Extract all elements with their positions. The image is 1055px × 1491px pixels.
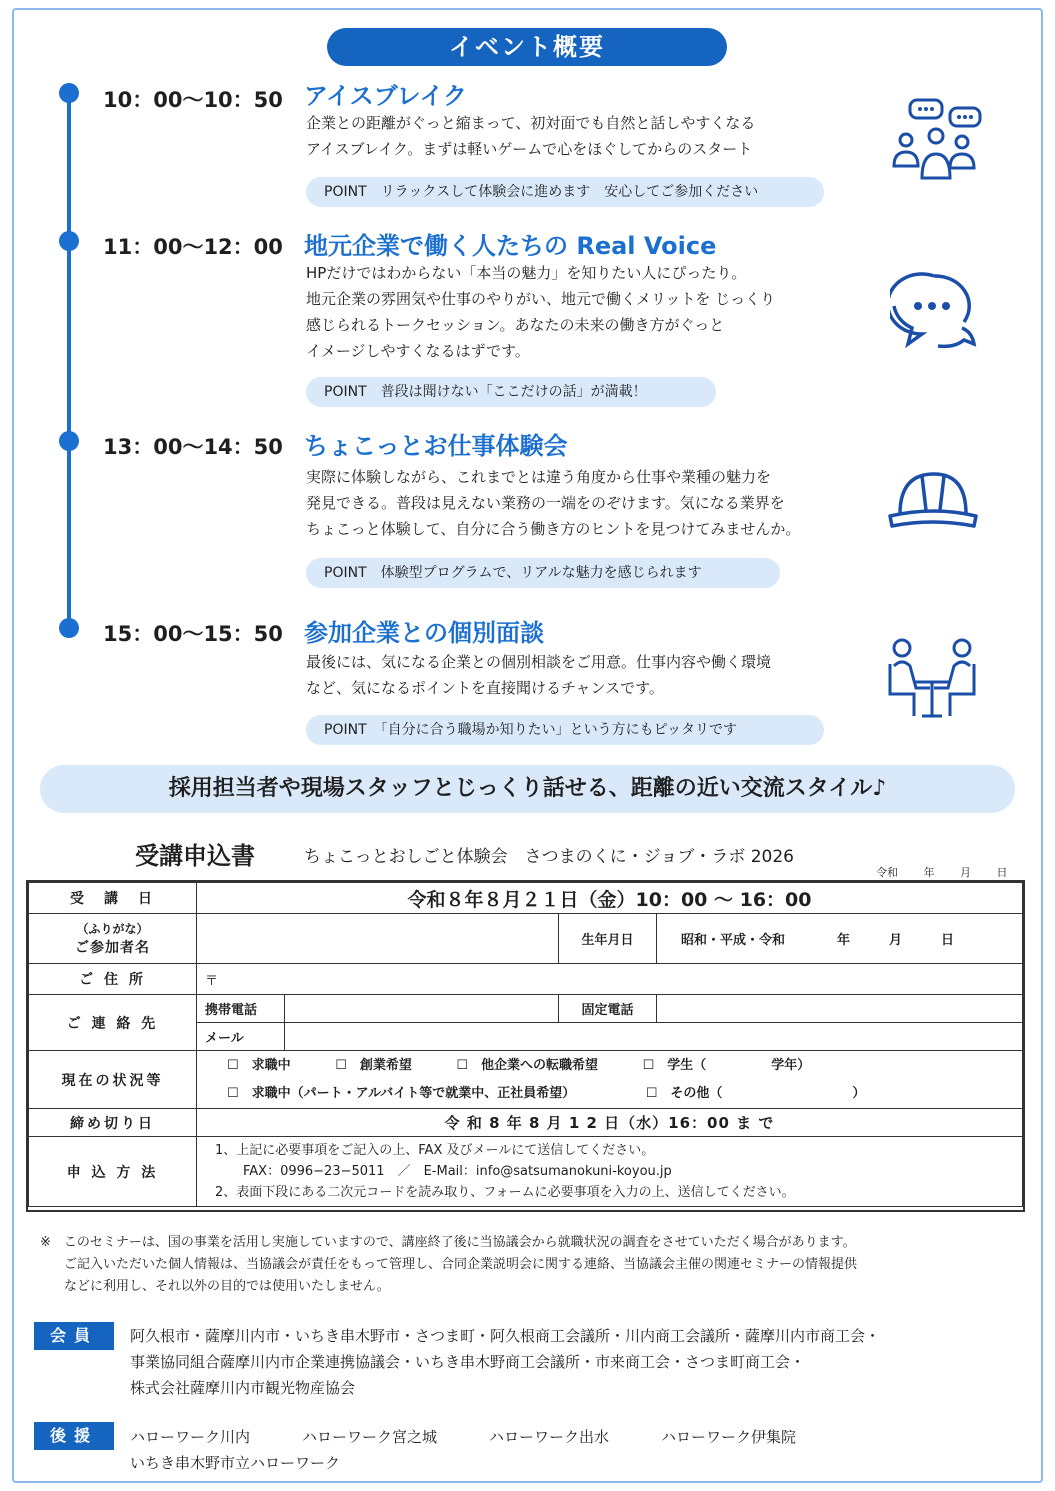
event-time: 15：00〜15：50 xyxy=(103,622,283,646)
status-option[interactable]: ☐ 他企業への転職希望 xyxy=(456,1057,599,1073)
event-description: 企業との距離がぐっと縮まって、初対面でも自然と話しやすくなる アイスブレイク。まずは軽いゲームで心をほぐしてからのスタート xyxy=(306,114,756,158)
landline-label: 固定電話 xyxy=(559,995,657,1023)
group-chat-icon xyxy=(888,96,984,186)
timeline-dot xyxy=(59,618,79,638)
event-time: 10：00〜10：50 xyxy=(103,88,283,112)
event-point: POINT 普段は聞けない「ここだけの話」が満載！ xyxy=(306,377,716,407)
support-tag: 後援 xyxy=(34,1422,114,1450)
birth-field[interactable]: 昭和・平成・令和 年 月 日 xyxy=(657,914,1023,964)
members-tag: 会員 xyxy=(34,1322,114,1350)
interview-icon xyxy=(884,636,980,720)
event-title: ちょこっとお仕事体験会 xyxy=(304,432,568,460)
status-option[interactable]: ☐ 学生（ 学年） xyxy=(642,1057,811,1073)
address-field[interactable]: 〒 xyxy=(197,964,1023,995)
address-label: ご 住 所 xyxy=(29,964,197,995)
date-label: 受 講 日 xyxy=(29,883,197,914)
method-value: 1、上記に必要事項をご記入の上、FAX 及びメールにて送信してください。 FAX：0996−23−5011 ／ E-Mail：info@satsumanokuni-koyou.jp 2、表面下段にある二次元コードを読み取り、フォームに必要事項を入力の上、送信してください。 xyxy=(197,1137,1023,1207)
status-option[interactable]: ☐ 創業希望 xyxy=(335,1057,412,1073)
event-description: 実際に体験しながら、これまでとは違う角度から仕事や業種の魅力を 発見できる。普段は見えない業務の一端をのぞけます。気になる業界を ちょこっと体験して、自分に合う働き方のヒントを見つけてみませんか。 xyxy=(306,468,801,538)
event-title: 参加企業との個別面談 xyxy=(304,619,544,647)
landline-field[interactable] xyxy=(657,995,1023,1023)
timeline-dot xyxy=(59,231,79,251)
form-subtitle: ちょこっとおしごと体験会 さつまのくに・ジョブ・ラボ 2026 xyxy=(304,847,794,867)
status-options xyxy=(197,1051,1023,1109)
status-label: 現在の状況等 xyxy=(29,1051,197,1109)
event-title: 地元企業で働く人たちの Real Voice xyxy=(304,232,717,260)
mail-label: メール xyxy=(197,1023,285,1051)
name-field[interactable] xyxy=(197,914,559,964)
form-date-header: 令和 年 月 日 xyxy=(876,866,1008,879)
status-option[interactable]: ☐ 求職中 xyxy=(227,1057,291,1073)
mobile-field[interactable] xyxy=(285,995,559,1023)
event-point: POINT 「自分に合う職場か知りたい」という方にもピッタリです xyxy=(306,715,824,745)
privacy-notes: ※ このセミナーは、国の事業を活用し実施していますので、講座終了後に当協議会から就職状況の調査をさせていただく場合があります。 ご記入いただいた個人情報は、当協議会が責任をもって管理し、合同企業説明会に関する連絡、当協議会主催の関連セミナーの情報提供 などに利用し、それ以外の目的では使用いたしません。 xyxy=(40,1235,858,1294)
event-description: HPだけではわからない「本当の魅力」を知りたい人にぴったり。 地元企業の雰囲気や仕事のやりがい、地元で働くメリットを じっくり 感じられるトークセッション。あなたの未来の働き方がぐっと イメージしやすくなるはずです。 xyxy=(306,264,776,360)
timeline-dot xyxy=(59,83,79,103)
event-point: POINT リラックスして体験会に進めます 安心してご参加ください xyxy=(306,177,824,207)
method-label: 申 込 方 法 xyxy=(29,1137,197,1207)
event-title: アイスブレイク xyxy=(304,82,467,110)
form-title: 受講申込書 xyxy=(135,842,255,870)
section-title: イベント概要 xyxy=(327,28,727,66)
event-description: 最後には、気になる企業との個別相談をご用意。仕事内容や働く環境 など、気になるポイントを直接聞けるチャンスです。 xyxy=(306,653,772,697)
banner: 採用担当者や現場スタッフとじっくり話せる、距離の近い交流スタイル♪ xyxy=(40,765,1015,813)
contact-label: ご 連 絡 先 xyxy=(29,995,197,1051)
mail-field[interactable] xyxy=(285,1023,1023,1051)
timeline-dot xyxy=(59,431,79,451)
status-option[interactable]: ☐ 求職中（パート・アルバイト等で就業中、正社員希望） xyxy=(227,1085,576,1101)
mobile-label: 携帯電話 xyxy=(197,995,285,1023)
members-list: 阿久根市・薩摩川内市・いちき串木野市・さつま町・阿久根商工会議所・川内商工会議所・薩摩川内市商工会・ 事業協同組合薩摩川内市企業連携協議会・いちき串木野商工会議所・市来商工会・さつま町商工会・ 株式会社薩摩川内市観光物産協会 xyxy=(130,1327,881,1397)
application-form xyxy=(28,882,1023,1207)
birth-label: 生年月日 xyxy=(559,914,657,964)
name-label: （ふりがな） ご参加者名 xyxy=(29,914,197,964)
hard-hat-icon xyxy=(886,466,978,536)
deadline-label: 締め切り日 xyxy=(29,1109,197,1137)
date-value: 令和８年８月２１日（金）10：00 〜 16：00 xyxy=(197,883,1023,914)
event-time: 13：00〜14：50 xyxy=(103,435,283,459)
deadline-value: 令 和 8 年 8 月 1 2 日（水）16：00 ま で xyxy=(197,1109,1023,1137)
event-time: 11：00〜12：00 xyxy=(103,235,283,259)
event-point: POINT 体験型プログラムで、リアルな魅力を感じられます xyxy=(306,558,780,588)
speech-bubble-icon xyxy=(890,270,980,360)
timeline-line xyxy=(67,92,71,630)
support-list: ハローワーク川内 ハローワーク宮之城 ハローワーク出水 ハローワーク伊集院 いちき串木野市立ハローワーク xyxy=(130,1428,797,1472)
status-option[interactable]: ☐ その他（ ） xyxy=(645,1085,866,1101)
